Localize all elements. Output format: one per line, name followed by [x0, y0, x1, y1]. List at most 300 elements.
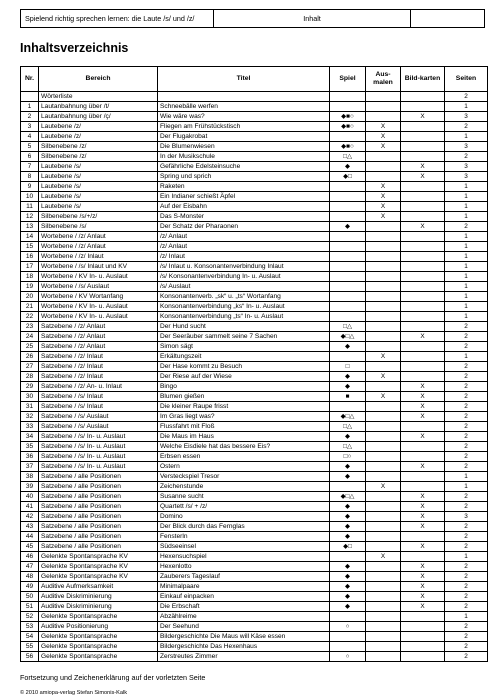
row-bildkarten-mark: X: [401, 592, 445, 602]
col-seiten-header: Seiten: [445, 67, 488, 92]
row-titel: Im Gras liegt was?: [158, 412, 330, 422]
row-bereich: Lautebene /s/: [39, 192, 158, 202]
row-ausmalen-mark: [366, 322, 401, 332]
row-titel: Der Seehund: [158, 622, 330, 632]
row-ausmalen-mark: [366, 262, 401, 272]
row-seiten: 2: [445, 412, 488, 422]
row-titel: Flussfahrt mit Floß: [158, 422, 330, 432]
table-row: [21, 642, 488, 652]
row-ausmalen-mark: [366, 452, 401, 462]
row-seiten: 2: [445, 402, 488, 412]
table-row: [21, 142, 488, 152]
row-bildkarten-mark: [401, 242, 445, 252]
table-row: [21, 422, 488, 432]
row-seiten: 1: [445, 182, 488, 192]
row-spiel-symbols: [330, 252, 366, 262]
row-titel: Einkauf einpacken: [158, 592, 330, 602]
table-row: [21, 202, 488, 212]
row-ausmalen-mark: [366, 572, 401, 582]
row-bereich: Wortebene / /z/ Anlaut: [39, 232, 158, 242]
row-spiel-symbols: [330, 102, 366, 112]
row-bereich: Satzebene / /s/ Inlaut: [39, 392, 158, 402]
row-titel: Konsonantenverb. „sk“ u. „ts“ Wortanfang: [158, 292, 330, 302]
row-titel: /z/ Inlaut: [158, 252, 330, 262]
row-titel: Fensterln: [158, 532, 330, 542]
row-bereich: Satzebene / alle Positionen: [39, 532, 158, 542]
row-ausmalen-mark: [366, 492, 401, 502]
row-ausmalen-mark: [366, 92, 401, 102]
row-bereich: Auditive Positionierung: [39, 622, 158, 632]
row-titel: Erkältungszeit: [158, 352, 330, 362]
row-seiten: 1: [445, 352, 488, 362]
row-spiel-symbols: [330, 352, 366, 362]
row-seiten: 3: [445, 512, 488, 522]
row-bereich: Silbenebene /z/: [39, 142, 158, 152]
row-seiten: 2: [445, 532, 488, 542]
row-ausmalen-mark: [366, 612, 401, 622]
col-titel-header: Titel: [158, 67, 330, 92]
row-spiel-symbols: ◆□: [330, 542, 366, 552]
row-bereich: Auditive Aufmerksamkeit: [39, 582, 158, 592]
row-titel: Hexenlotto: [158, 562, 330, 572]
row-titel: Die Maus im Haus: [158, 432, 330, 442]
table-row: [21, 612, 488, 622]
table-row: [21, 232, 488, 242]
row-spiel-symbols: ◆: [330, 602, 366, 612]
row-bildkarten-mark: X: [401, 222, 445, 232]
row-seiten: 2: [445, 362, 488, 372]
row-nr: 31: [21, 402, 39, 412]
row-bereich: Auditive Diskriminierung: [39, 602, 158, 612]
row-ausmalen-mark: X: [366, 392, 401, 402]
row-titel: Der Schatz der Pharaonen: [158, 222, 330, 232]
row-titel: /s/ Inlaut u. Konsonantenverbindung Inlaut: [158, 262, 330, 272]
row-nr: 12: [21, 212, 39, 222]
row-nr: 22: [21, 312, 39, 322]
table-row: [21, 432, 488, 442]
row-spiel-symbols: ◆: [330, 532, 366, 542]
row-nr: 9: [21, 182, 39, 192]
page-header: [20, 9, 485, 28]
row-spiel-symbols: ◆■○: [330, 112, 366, 122]
row-ausmalen-mark: [366, 642, 401, 652]
header-subject: Spielend richtig sprechen lernen: die Laute /s/ und /z/: [21, 10, 214, 27]
row-spiel-symbols: ◆□△: [330, 492, 366, 502]
row-bildkarten-mark: X: [401, 332, 445, 342]
row-nr: 50: [21, 592, 39, 602]
row-nr: 18: [21, 272, 39, 282]
row-titel: Erbsen essen: [158, 452, 330, 462]
row-seiten: 1: [445, 312, 488, 322]
row-spiel-symbols: ◆: [330, 372, 366, 382]
row-bildkarten-mark: [401, 272, 445, 282]
table-row: [21, 402, 488, 412]
row-seiten: 2: [445, 542, 488, 552]
row-ausmalen-mark: [366, 222, 401, 232]
table-row: [21, 212, 488, 222]
row-nr: 3: [21, 122, 39, 132]
row-seiten: 1: [445, 472, 488, 482]
row-bereich: Satzebene / alle Positionen: [39, 512, 158, 522]
row-spiel-symbols: [330, 482, 366, 492]
row-seiten: 2: [445, 392, 488, 402]
row-bereich: Gelenkte Spontansprache: [39, 642, 158, 652]
table-row: [21, 472, 488, 482]
row-bereich: Satzebene / /s/ In- u. Auslaut: [39, 432, 158, 442]
row-nr: 16: [21, 252, 39, 262]
row-ausmalen-mark: [366, 442, 401, 452]
row-spiel-symbols: [330, 192, 366, 202]
row-bereich: Satzebene / /z/ Anlaut: [39, 332, 158, 342]
table-row: [21, 542, 488, 552]
row-spiel-symbols: □△: [330, 152, 366, 162]
row-bereich: Silbenebene /z/: [39, 152, 158, 162]
row-ausmalen-mark: [366, 332, 401, 342]
table-row: [21, 262, 488, 272]
row-titel: Zeichenstunde: [158, 482, 330, 492]
row-bildkarten-mark: [401, 612, 445, 622]
table-row: [21, 492, 488, 502]
table-row: [21, 152, 488, 162]
row-spiel-symbols: ◆: [330, 592, 366, 602]
copyright: © 2010 amiopa-verlag Stefan Simonis-Kalk: [20, 690, 128, 696]
row-ausmalen-mark: [366, 622, 401, 632]
table-row: [21, 652, 488, 662]
table-row: [21, 452, 488, 462]
row-bildkarten-mark: [401, 552, 445, 562]
row-seiten: 2: [445, 562, 488, 572]
table-row: [21, 562, 488, 572]
row-bildkarten-mark: [401, 342, 445, 352]
row-seiten: 1: [445, 612, 488, 622]
row-titel: /z/ Anlaut: [158, 232, 330, 242]
row-spiel-symbols: [330, 402, 366, 412]
row-titel: In der Musikschule: [158, 152, 330, 162]
row-nr: 48: [21, 572, 39, 582]
row-nr: 14: [21, 232, 39, 242]
row-nr: 43: [21, 522, 39, 532]
col-bildkarten-header: Bild-karten: [401, 67, 445, 92]
row-bildkarten-mark: [401, 452, 445, 462]
table-row: [21, 582, 488, 592]
row-bereich: Satzebene / /s/ Inlaut: [39, 402, 158, 412]
row-nr: 44: [21, 532, 39, 542]
row-titel: Gefährliche Edelsteinsuche: [158, 162, 330, 172]
row-spiel-symbols: ○: [330, 652, 366, 662]
table-row: [21, 382, 488, 392]
row-seiten: 2: [445, 572, 488, 582]
row-seiten: 1: [445, 202, 488, 212]
row-titel: Das S-Monster: [158, 212, 330, 222]
row-ausmalen-mark: X: [366, 132, 401, 142]
row-bereich: Wortebene / KV In- u. Auslaut: [39, 302, 158, 312]
row-seiten: 2: [445, 342, 488, 352]
row-bereich: Satzebene / /s/ Auslaut: [39, 412, 158, 422]
row-ausmalen-mark: [366, 422, 401, 432]
row-seiten: 2: [445, 622, 488, 632]
row-titel: Hexensuchspiel: [158, 552, 330, 562]
row-bereich: Satzebene / /z/ Inlaut: [39, 352, 158, 362]
row-nr: 27: [21, 362, 39, 372]
row-seiten: 2: [445, 452, 488, 462]
row-ausmalen-mark: [366, 652, 401, 662]
row-bereich: Satzebene / /s/ In- u. Auslaut: [39, 452, 158, 462]
row-ausmalen-mark: [366, 632, 401, 642]
row-bereich: Lautanbahnung über /t/: [39, 102, 158, 112]
row-spiel-symbols: ◆■○: [330, 142, 366, 152]
row-seiten: 1: [445, 302, 488, 312]
row-bereich: Satzebene / alle Positionen: [39, 502, 158, 512]
row-seiten: 3: [445, 172, 488, 182]
row-spiel-symbols: ◆: [330, 572, 366, 582]
row-bildkarten-mark: [401, 472, 445, 482]
header-extra: [411, 10, 484, 27]
row-nr: 24: [21, 332, 39, 342]
row-titel: Die Erbschaft: [158, 602, 330, 612]
row-bereich: Lautebene /s/: [39, 182, 158, 192]
row-ausmalen-mark: [366, 252, 401, 262]
row-seiten: 2: [445, 432, 488, 442]
row-titel: Der Hund sucht: [158, 322, 330, 332]
row-bereich: Wortebene / /s/ Auslaut: [39, 282, 158, 292]
row-bildkarten-mark: [401, 282, 445, 292]
row-titel: Südseeinsel: [158, 542, 330, 552]
row-bereich: Satzebene / /s/ In- u. Auslaut: [39, 462, 158, 472]
row-nr: 45: [21, 542, 39, 552]
row-seiten: 1: [445, 102, 488, 112]
row-bildkarten-mark: X: [401, 162, 445, 172]
row-titel: Ostern: [158, 462, 330, 472]
row-bildkarten-mark: X: [401, 512, 445, 522]
row-bereich: Satzebene / /z/ Anlaut: [39, 322, 158, 332]
table-row: [21, 522, 488, 532]
row-spiel-symbols: ◆□△: [330, 412, 366, 422]
row-ausmalen-mark: [366, 522, 401, 532]
row-titel: Schneebälle werfen: [158, 102, 330, 112]
table-row: [21, 412, 488, 422]
row-seiten: 2: [445, 382, 488, 392]
row-bildkarten-mark: X: [401, 112, 445, 122]
row-ausmalen-mark: X: [366, 182, 401, 192]
row-ausmalen-mark: X: [366, 142, 401, 152]
row-bildkarten-mark: [401, 262, 445, 272]
row-spiel-symbols: [330, 212, 366, 222]
row-bereich: Wortebene / /z/ Anlaut: [39, 242, 158, 252]
row-nr: 2: [21, 112, 39, 122]
row-bildkarten-mark: [401, 642, 445, 652]
row-ausmalen-mark: [366, 292, 401, 302]
row-bereich: Satzebene / alle Positionen: [39, 482, 158, 492]
row-seiten: 2: [445, 642, 488, 652]
row-ausmalen-mark: [366, 512, 401, 522]
row-bereich: Lautebene /z/: [39, 132, 158, 142]
row-bildkarten-mark: X: [401, 502, 445, 512]
row-spiel-symbols: [330, 642, 366, 652]
row-spiel-symbols: [330, 312, 366, 322]
row-seiten: 2: [445, 332, 488, 342]
row-seiten: 2: [445, 442, 488, 452]
table-row: [21, 292, 488, 302]
row-bereich: Gelenkte Spontansprache: [39, 612, 158, 622]
row-bereich: Satzebene / alle Positionen: [39, 542, 158, 552]
table-row: [21, 442, 488, 452]
table-row: [21, 92, 488, 102]
row-bildkarten-mark: [401, 152, 445, 162]
row-seiten: 1: [445, 252, 488, 262]
col-spiel-header: Spiel: [330, 67, 366, 92]
table-row: [21, 132, 488, 142]
row-bildkarten-mark: [401, 302, 445, 312]
row-nr: 56: [21, 652, 39, 662]
row-nr: 51: [21, 602, 39, 612]
row-bereich: Satzebene / /z/ Inlaut: [39, 362, 158, 372]
row-ausmalen-mark: [366, 532, 401, 542]
table-row: [21, 622, 488, 632]
table-row: [21, 592, 488, 602]
row-ausmalen-mark: [366, 602, 401, 612]
row-seiten: 2: [445, 122, 488, 132]
table-row: [21, 112, 488, 122]
row-seiten: 1: [445, 262, 488, 272]
row-bildkarten-mark: X: [401, 462, 445, 472]
row-titel: Ein Indianer schießt Äpfel: [158, 192, 330, 202]
row-spiel-symbols: [330, 242, 366, 252]
table-row: [21, 192, 488, 202]
row-seiten: 2: [445, 502, 488, 512]
row-spiel-symbols: □△: [330, 442, 366, 452]
row-titel: Konsonantenverbindung „ks“ In- u. Auslaut: [158, 302, 330, 312]
row-seiten: 2: [445, 592, 488, 602]
row-seiten: 1: [445, 192, 488, 202]
row-bereich: Lautebene /z/: [39, 122, 158, 132]
row-seiten: 3: [445, 162, 488, 172]
row-nr: 17: [21, 262, 39, 272]
col-bereich-header: Bereich: [39, 67, 158, 92]
row-nr: 25: [21, 342, 39, 352]
row-seiten: 1: [445, 212, 488, 222]
row-nr: 52: [21, 612, 39, 622]
row-bildkarten-mark: X: [401, 522, 445, 532]
row-bildkarten-mark: X: [401, 542, 445, 552]
row-bildkarten-mark: [401, 202, 445, 212]
row-spiel-symbols: [330, 552, 366, 562]
table-row: [21, 572, 488, 582]
table-row: [21, 182, 488, 192]
row-spiel-symbols: □: [330, 362, 366, 372]
row-ausmalen-mark: X: [366, 212, 401, 222]
row-spiel-symbols: ◆: [330, 342, 366, 352]
row-titel: Blumen gießen: [158, 392, 330, 402]
row-seiten: 1: [445, 272, 488, 282]
row-nr: 29: [21, 382, 39, 392]
row-bildkarten-mark: X: [401, 572, 445, 582]
row-spiel-symbols: ◆: [330, 502, 366, 512]
row-seiten: 3: [445, 112, 488, 122]
row-seiten: 2: [445, 632, 488, 642]
row-seiten: 1: [445, 282, 488, 292]
table-row: [21, 282, 488, 292]
row-titel: Die kleiner Raupe frisst: [158, 402, 330, 412]
row-titel: Zerstreutes Zimmer: [158, 652, 330, 662]
row-titel: Wie wäre was?: [158, 112, 330, 122]
row-nr: 41: [21, 502, 39, 512]
row-titel: Der Seeräuber sammelt seine 7 Sachen: [158, 332, 330, 342]
row-titel: Der Blick durch das Fernglas: [158, 522, 330, 532]
row-bildkarten-mark: [401, 442, 445, 452]
row-nr: 1: [21, 102, 39, 112]
row-bereich: Wörterliste: [39, 92, 158, 102]
row-bildkarten-mark: [401, 192, 445, 202]
row-seiten: 1: [445, 482, 488, 492]
page-title: Inhaltsverzeichnis: [20, 41, 129, 55]
row-spiel-symbols: ◆: [330, 512, 366, 522]
row-seiten: 1: [445, 292, 488, 302]
row-bildkarten-mark: X: [401, 412, 445, 422]
row-spiel-symbols: ◆: [330, 382, 366, 392]
row-nr: 7: [21, 162, 39, 172]
row-nr: 11: [21, 202, 39, 212]
row-nr: 46: [21, 552, 39, 562]
row-bildkarten-mark: X: [401, 402, 445, 412]
table-row: [21, 322, 488, 332]
row-bereich: Satzebene / /s/ Auslaut: [39, 422, 158, 432]
row-bildkarten-mark: [401, 532, 445, 542]
row-nr: 49: [21, 582, 39, 592]
row-bildkarten-mark: [401, 362, 445, 372]
table-row: [21, 502, 488, 512]
row-spiel-symbols: [330, 262, 366, 272]
row-bereich: Satzebene / /z/ An- u. Inlaut: [39, 382, 158, 392]
contents-table: [20, 66, 488, 662]
row-spiel-symbols: [330, 292, 366, 302]
row-ausmalen-mark: [366, 412, 401, 422]
row-bildkarten-mark: [401, 122, 445, 132]
row-bereich: Silbenebene /s/: [39, 222, 158, 232]
row-bildkarten-mark: [401, 352, 445, 362]
row-spiel-symbols: [330, 202, 366, 212]
row-titel: Welche Eisdiele hat das bessere Eis?: [158, 442, 330, 452]
row-nr: 13: [21, 222, 39, 232]
row-ausmalen-mark: [366, 402, 401, 412]
row-titel: Minimalpaare: [158, 582, 330, 592]
row-ausmalen-mark: [366, 382, 401, 392]
row-nr: 23: [21, 322, 39, 332]
row-titel: Auf der Eisbahn: [158, 202, 330, 212]
row-nr: 53: [21, 622, 39, 632]
row-nr: 37: [21, 462, 39, 472]
table-row: [21, 372, 488, 382]
table-row: [21, 102, 488, 112]
row-spiel-symbols: □○: [330, 452, 366, 462]
row-ausmalen-mark: X: [366, 192, 401, 202]
row-ausmalen-mark: [366, 462, 401, 472]
row-spiel-symbols: [330, 132, 366, 142]
row-bildkarten-mark: X: [401, 562, 445, 572]
row-nr: 26: [21, 352, 39, 362]
row-nr: 5: [21, 142, 39, 152]
row-nr: 4: [21, 132, 39, 142]
row-bildkarten-mark: [401, 312, 445, 322]
row-spiel-symbols: [330, 182, 366, 192]
row-titel: Die Blumenwiesen: [158, 142, 330, 152]
row-ausmalen-mark: [366, 502, 401, 512]
row-bereich: Gelenkte Spontansprache: [39, 652, 158, 662]
row-nr: 36: [21, 452, 39, 462]
row-nr: 15: [21, 242, 39, 252]
row-bereich: Satzebene / /z/ Anlaut: [39, 342, 158, 352]
row-seiten: 2: [445, 652, 488, 662]
table-row: [21, 552, 488, 562]
